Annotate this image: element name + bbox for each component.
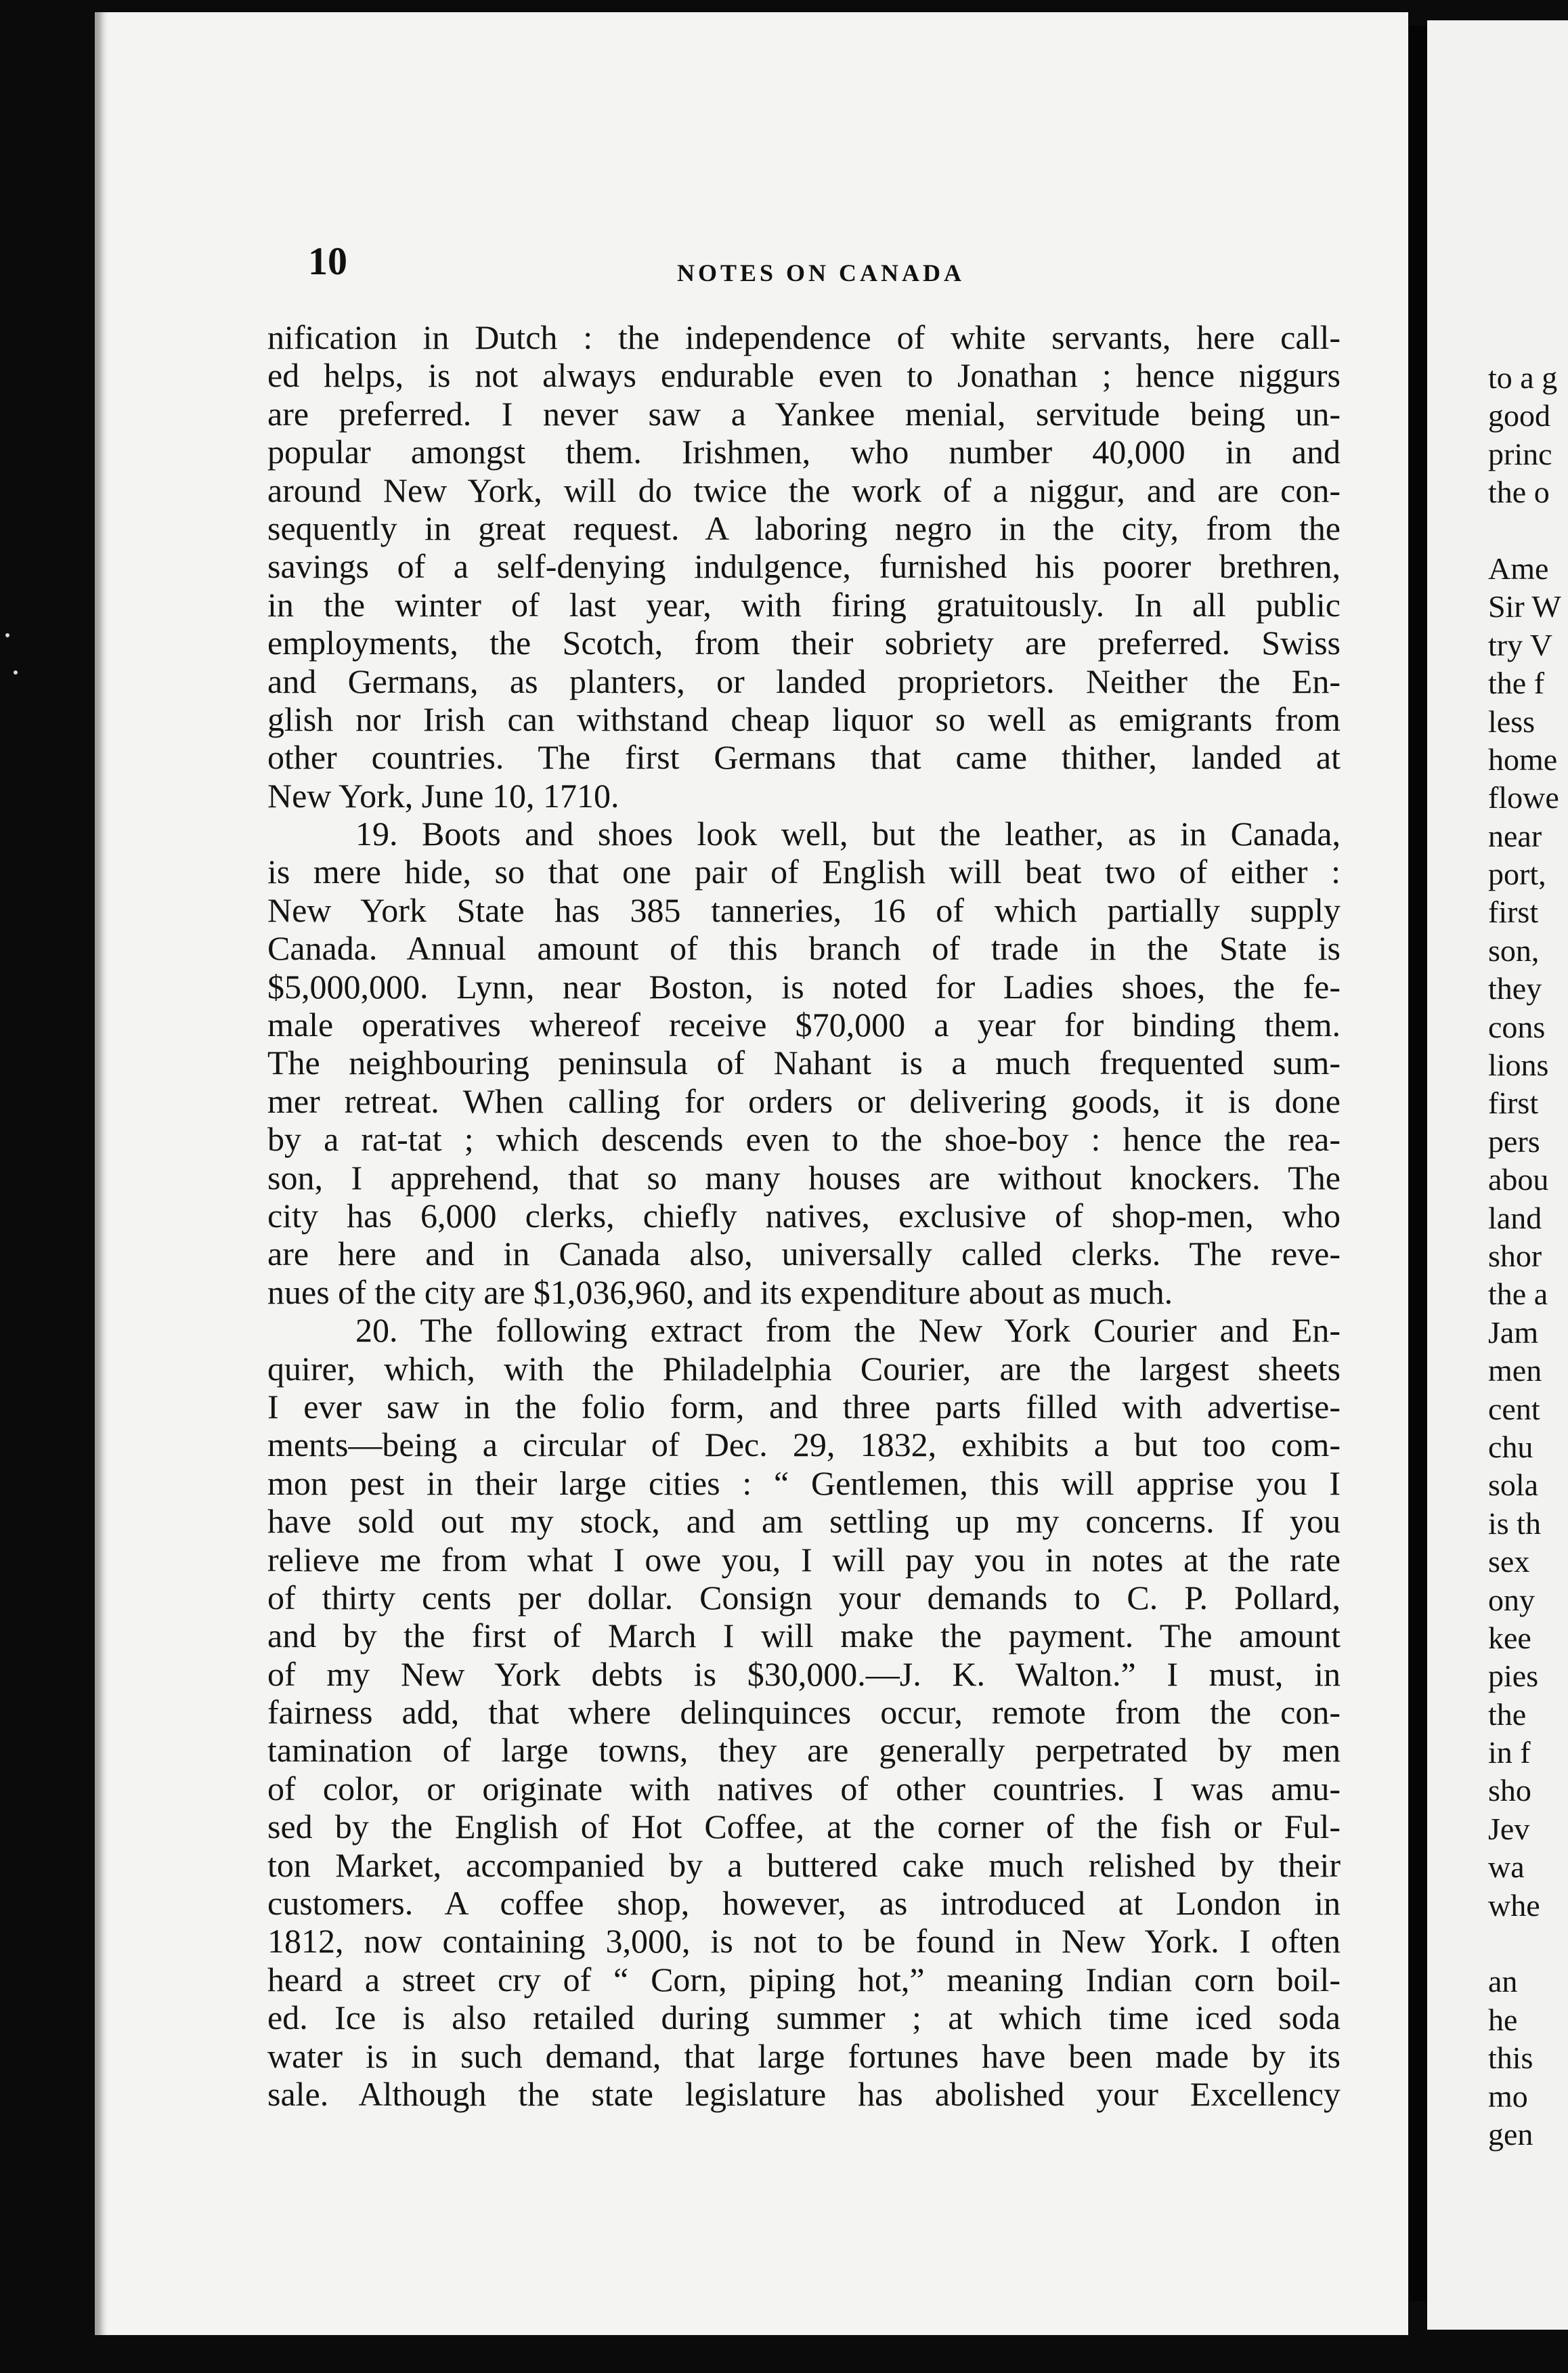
facing-text-fragment: princ <box>1488 436 1552 471</box>
facing-text-fragment: land <box>1488 1200 1542 1235</box>
text-line: savings of a self-denying indulgence, furnished his poorer brethren, <box>267 547 1341 586</box>
text-line: of color, or originate with natives of other countries. I was amu- <box>267 1769 1341 1808</box>
facing-page-text <box>1488 359 1561 2154</box>
text-line: 20. The following extract from the New York Courier and En- <box>355 1311 1341 1350</box>
text-line: city has 6,000 clerks, chiefly natives, exclusive of shop-men, who <box>267 1196 1341 1235</box>
text-line: relieve me from what I owe you, I will pay you in notes at the rate <box>267 1540 1341 1579</box>
scan-left-margin <box>0 0 102 2373</box>
body-text <box>267 318 1341 2113</box>
facing-text-fragment: the f <box>1488 666 1545 701</box>
text-line: of thirty cents per dollar. Consign your demands to C. P. Pollard, <box>267 1578 1341 1617</box>
facing-text-fragment: shor <box>1488 1238 1542 1273</box>
text-line: other countries. The first Germans that came thither, landed at <box>267 738 1341 777</box>
facing-text-fragment: cons <box>1488 1009 1546 1044</box>
facing-text-fragment: Jev <box>1488 1811 1530 1846</box>
facing-text-fragment: first <box>1488 1086 1539 1121</box>
text-line: Canada. Annual amount of this branch of trade in the State is <box>267 929 1341 968</box>
text-line: $5,000,000. Lynn, near Boston, is noted for Ladies shoes, the fe- <box>267 967 1341 1006</box>
text-line: quirer, which, with the Philadelphia Courier, are the largest sheets <box>267 1349 1341 1388</box>
facing-text-fragment: son, <box>1488 933 1540 968</box>
text-line: by a rat-tat ; which descends even to the shoe-boy : hence the rea- <box>267 1120 1341 1159</box>
facing-text-fragment: good <box>1488 398 1550 433</box>
text-line: and by the first of March I will make the payment. The amount <box>267 1617 1341 1655</box>
running-head: NOTES ON CANADA <box>677 259 965 286</box>
text-line: New York, June 10, 1710. <box>267 776 619 815</box>
facing-text-fragment: is th <box>1488 1505 1541 1541</box>
text-line: is mere hide, so that one pair of English will beat two of either : <box>267 853 1341 891</box>
text-line: fairness add, that where delinquinces occur, remote from the con- <box>267 1693 1341 1732</box>
facing-text-fragment: lions <box>1488 1048 1549 1083</box>
text-line: water is in such demand, that large fortunes have been made by its <box>267 2036 1341 2075</box>
facing-text-fragment: men <box>1488 1353 1542 1388</box>
facing-text-fragment: pies <box>1488 1659 1539 1694</box>
facing-text-fragment: the <box>1488 1696 1527 1732</box>
facing-text-fragment: port, <box>1488 857 1546 892</box>
text-line: heard a street cry of “ Corn, piping hot,” meaning Indian corn boil- <box>267 1960 1341 1998</box>
facing-text-fragment: he <box>1488 2002 1518 2037</box>
text-line: mon pest in their large cities : “ Gentlemen, this will apprise you I <box>267 1463 1341 1502</box>
text-line: in the winter of last year, with firing gratuitously. In all public <box>267 585 1341 624</box>
facing-text-fragment: flowe <box>1488 780 1559 815</box>
text-line: The neighbouring peninsula of Nahant is a much frequented sum- <box>267 1044 1341 1082</box>
text-line: mer retreat. When calling for orders or delivering goods, it is done <box>267 1082 1341 1120</box>
page-header <box>308 238 1344 299</box>
text-line: have sold out my stock, and am settling up my concerns. If you <box>267 1502 1341 1541</box>
text-line: ton Market, accompanied by a buttered cake much relished by their <box>267 1845 1341 1884</box>
book-gutter <box>1410 26 1427 2301</box>
facing-text-fragment: whe <box>1488 1887 1540 1923</box>
facing-text-fragment: first <box>1488 895 1539 930</box>
facing-text-fragment: the o <box>1488 475 1550 510</box>
text-line: sale. Although the state legislature has abolished your Excellency <box>267 2074 1341 2113</box>
text-line: popular amongst them. Irishmen, who number 40,000 in and <box>267 433 1341 471</box>
facing-text-fragment: kee <box>1488 1620 1531 1655</box>
facing-text-fragment: home <box>1488 742 1558 777</box>
text-line: employments, the Scotch, from their sobriety are preferred. Swiss <box>267 624 1341 662</box>
facing-text-fragment: Jam <box>1488 1314 1539 1350</box>
text-line: tamination of large towns, they are generally perpetrated by men <box>267 1731 1341 1770</box>
facing-text-fragment: near <box>1488 818 1542 853</box>
facing-text-fragment: they <box>1488 971 1542 1006</box>
facing-text-fragment: try V <box>1488 627 1552 662</box>
facing-text-fragment: gen <box>1488 2116 1533 2152</box>
page-number: 10 <box>308 239 347 283</box>
facing-text-fragment: less <box>1488 704 1535 739</box>
facing-text-fragment: mo <box>1488 2078 1528 2114</box>
text-line: around New York, will do twice the work of a niggur, and are con- <box>267 471 1341 509</box>
facing-text-fragment <box>1488 512 1561 550</box>
text-line: ed helps, is not always endurable even to Jonathan ; hence niggurs <box>267 356 1341 395</box>
text-line: glish nor Irish can withstand cheap liquor so well as emigrants from <box>267 700 1341 738</box>
facing-text-fragment: pers <box>1488 1124 1540 1159</box>
text-line: are preferred. I never saw a Yankee menial, servitude being un- <box>267 394 1341 433</box>
facing-text-fragment: this <box>1488 2040 1533 2076</box>
text-line: 19. Boots and shoes look well, but the leather, as in Canada, <box>355 815 1341 853</box>
facing-text-fragment: sex <box>1488 1544 1530 1579</box>
text-line: and Germans, as planters, or landed proprietors. Neither the En- <box>267 662 1341 700</box>
facing-text-fragment: Ame <box>1488 551 1549 586</box>
text-line: are here and in Canada also, universally called clerks. The reve- <box>267 1235 1341 1273</box>
facing-text-fragment: an <box>1488 1964 1518 1999</box>
facing-text-fragment: wa <box>1488 1850 1525 1885</box>
text-line: I ever saw in the folio form, and three parts filled with advertise- <box>267 1387 1341 1426</box>
text-line: ments—being a circular of Dec. 29, 1832, exhibits a but too com- <box>267 1426 1341 1464</box>
text-line: son, I apprehend, that so many houses are without knockers. The <box>267 1158 1341 1197</box>
facing-text-fragment <box>1488 1925 1561 1963</box>
facing-text-fragment: Sir W <box>1488 589 1561 624</box>
text-line: nification in Dutch : the independence of white servants, here call- <box>267 318 1341 356</box>
facing-text-fragment: chu <box>1488 1429 1533 1464</box>
facing-text-fragment: to a g <box>1488 360 1558 395</box>
facing-text-fragment: ony <box>1488 1582 1535 1617</box>
text-line: sed by the English of Hot Coffee, at the corner of the fish or Ful- <box>267 1808 1341 1846</box>
facing-text-fragment: sho <box>1488 1773 1531 1808</box>
text-line: ed. Ice is also retailed during summer ; at which time iced soda <box>267 1998 1341 2037</box>
facing-text-fragment: sola <box>1488 1468 1539 1503</box>
text-line: New York State has 385 tanneries, 16 of which partially supply <box>267 891 1341 929</box>
facing-page <box>1427 20 1568 2330</box>
text-line: sequently in great request. A laboring negro in the city, from the <box>267 509 1341 547</box>
text-line: nues of the city are $1,036,960, and its expenditure about as much. <box>267 1273 1173 1311</box>
facing-text-fragment: in f <box>1488 1735 1531 1770</box>
text-line: 1812, now containing 3,000, is not to be found in New York. I often <box>267 1922 1341 1961</box>
text-line: male operatives whereof receive $70,000 a year for binding them. <box>267 1006 1341 1044</box>
facing-text-fragment: the a <box>1488 1277 1548 1312</box>
text-line: of my New York debts is $30,000.—J. K. Walton.” I must, in <box>267 1654 1341 1693</box>
facing-text-fragment: cent <box>1488 1391 1540 1426</box>
facing-text-fragment: abou <box>1488 1162 1549 1197</box>
text-line: customers. A coffee shop, however, as introduced at London in <box>267 1884 1341 1923</box>
